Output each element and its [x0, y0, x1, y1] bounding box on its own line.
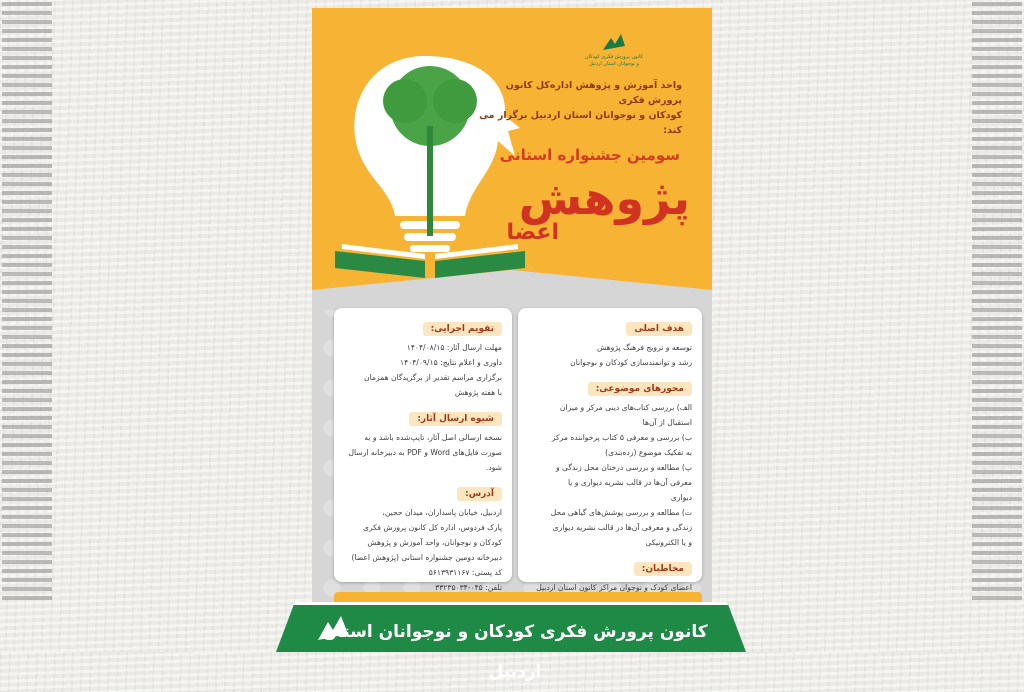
- goal-line: رشد و توانمندسازی کودکان و نوجوانان: [570, 358, 692, 367]
- submit-line: نسخه ارسالی اصل آثار، تایپ‌شده باشد و به: [364, 433, 502, 442]
- topic-line: زندگی و معرفی آن‌ها در قالب نشریه دیواری: [552, 523, 692, 532]
- topic-line: پ) مطالعه و بررسی درختان محل زندگی و: [555, 463, 692, 472]
- intro-line: کودکان و نوجوانان استان اردبیل برگزار می کند:: [479, 110, 682, 136]
- schedule-heading: تقویم اجرایی:: [423, 322, 502, 336]
- phone-number: تلفن: ۰۴۵-۳۳۲۳۵۰۳۴: [435, 583, 502, 592]
- org-logo: [584, 32, 644, 84]
- intro-line: واحد آموزش و پژوهش اداره‌کل کانون پرورش فکری: [505, 80, 682, 106]
- submit-heading: شیوه ارسال آثار:: [409, 412, 502, 426]
- info-card-right: [518, 308, 702, 592]
- org-logo-text: کانون پرورش فکری کودکان و نوجوانان استان اردبیل: [585, 54, 643, 67]
- kufic-pattern-right: [972, 0, 1022, 600]
- festival-poster: [312, 8, 712, 606]
- kufic-pattern-left: [2, 0, 52, 600]
- topic-line: معرفی آن‌ها در قالب نشریه دیواری و یا: [567, 478, 692, 487]
- topics-heading: محورهای موضوعی:: [588, 382, 692, 396]
- address-line: پارک فردوس، اداره کل کانون پرورش فکری: [363, 523, 502, 532]
- postal-code: کد پستی: ۵۶۱۳۹۳۱۱۶۷: [428, 568, 502, 577]
- submit-line: شود.: [485, 463, 502, 472]
- topic-line: ت) مطالعه و بررسی پوشش‌های گیاهی محل: [550, 508, 692, 517]
- topic-line: و یا الکترونیکی: [645, 538, 692, 547]
- submit-line: صورت فایل‌های Word و PDF به دبیرخانه ارسال: [348, 448, 502, 457]
- address-line: دبیرخانه دومین جشنواره استانی (پژوهش اعضا): [351, 553, 502, 562]
- schedule-line: داوری و اعلام نتایج: ۱۴۰۴/۰۹/۱۵: [399, 358, 502, 367]
- festival-audience: اعضا: [506, 220, 559, 245]
- bird-logo-icon: [601, 32, 627, 54]
- festival-subtitle: سومین جشنواره استانی: [499, 146, 680, 164]
- schedule-line: با هفته پژوهش: [454, 388, 502, 397]
- audience-heading: مخاطبان:: [634, 562, 692, 576]
- address-line: اردبیل، خیابان پاسداران، میدان حجین،: [382, 508, 502, 517]
- festival-title: پژوهش: [518, 171, 690, 225]
- info-card-left: [334, 308, 512, 592]
- topic-line: به تفکیک موضوع (رده‌بندی): [605, 448, 692, 457]
- schedule-line: برگزاری مراسم تقدیر از برگزیدگان همزمان: [364, 373, 502, 382]
- topic-line: ب) بررسی و معرفی ۵ کتاب پرخواننده مرکز: [551, 433, 692, 442]
- intro-text: [472, 78, 682, 138]
- goal-line: توسعه و ترویج فرهنگ پژوهش: [596, 343, 692, 352]
- topic-line: دیواری: [670, 493, 692, 502]
- topic-line: استقبال از آن‌ها: [642, 418, 692, 427]
- topic-line: الف) بررسی کتاب‌های دینی مرکز و میزان: [559, 403, 692, 412]
- address-line: کودکان و نوجوانان، واحد آموزش و پژوهش: [367, 538, 502, 547]
- schedule-line: مهلت ارسال آثار: ۱۴۰۴/۰۸/۱۵: [406, 343, 502, 352]
- footer-banner-text: کانون پرورش فکری کودکان و نوجوانان استان اردبیل: [322, 622, 708, 682]
- audience-line: اعضای کودک و نوجوان مراکز کانون استان اردبیل: [536, 583, 692, 592]
- goal-heading: هدف اصلی: [626, 322, 692, 336]
- address-heading: آدرس:: [457, 487, 502, 501]
